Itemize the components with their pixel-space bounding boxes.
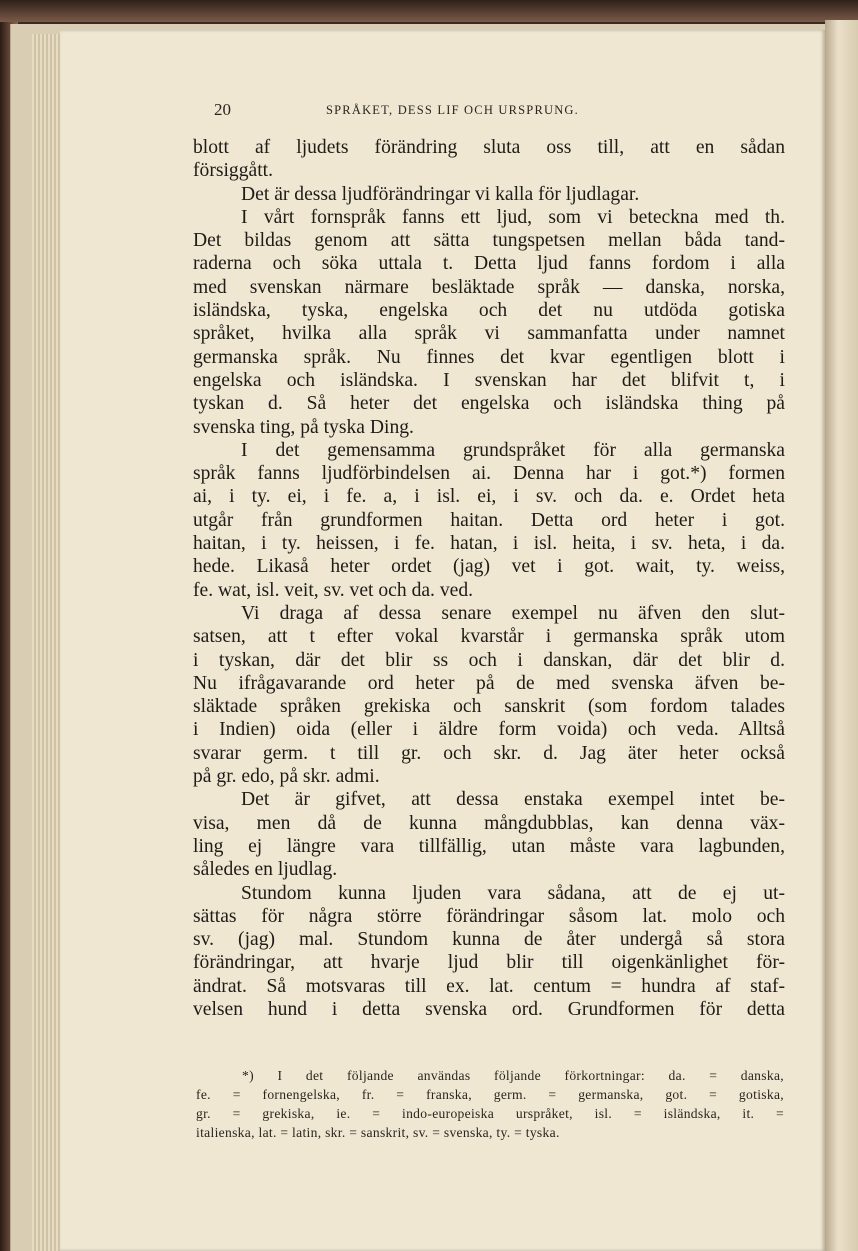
page-body-text	[193, 136, 785, 1021]
footnote	[196, 1066, 784, 1142]
text-line: svenska ting, på tyska Ding.	[193, 416, 414, 438]
text-line: Stundom kunna ljuden vara sådana, att de ej ut-	[241, 882, 785, 904]
text-line: tyskan d. Så heter det engelska och isländska thing på	[193, 393, 785, 415]
text-line: ling ej längre vara tillfällig, utan måste vara lagbunden,	[193, 835, 785, 857]
text-line: haitan, i ty. heissen, i fe. hatan, i isl. heita, i sv. heta, i da.	[193, 533, 785, 555]
footnote-line: *) I det följande användas följande förkortningar: da. = danska,	[242, 1068, 784, 1083]
text-line: i tyskan, där det blir ss och i danskan, där det blir d.	[193, 649, 785, 671]
text-line: utgår från grundformen haitan. Detta ord heter i got.	[193, 509, 785, 531]
text-line: I det gemensamma grundspråket för alla germanska	[241, 439, 785, 461]
text-line: hede. Likaså heter ordet (jag) vet i got. wait, ty. weiss,	[193, 556, 785, 578]
text-line: velsen hund i detta svenska ord. Grundformen för detta	[193, 998, 785, 1020]
text-line: på gr. edo, på skr. admi.	[193, 766, 380, 788]
text-line: släktade språken grekiska och sanskrit (som fordom talades	[193, 696, 785, 718]
text-line: fe. wat, isl. veit, sv. vet och da. ved.	[193, 579, 474, 601]
footnote-line: gr. = grekiska, ie. = indo-europeiska urspråket, isl. = isländska, it. =	[196, 1106, 784, 1121]
footnote-line: fe. = fornengelska, fr. = franska, germ. = germanska, got. = gotiska,	[196, 1087, 784, 1102]
text-line: Det är dessa ljudförändringar vi kalla för ljudlagar.	[241, 183, 640, 205]
text-line: ändrat. Så motsvaras till ex. lat. centum = hundra af staf-	[193, 975, 785, 997]
text-line: I vårt fornspråk fanns ett ljud, som vi beteckna med th.	[241, 206, 785, 228]
footnote-line: italienska, lat. = latin, skr. = sanskrit, sv. = svenska, ty. = tyska.	[196, 1125, 560, 1140]
text-line: ai, i ty. ei, i fe. a, i isl. ei, i sv. och da. e. Ordet heta	[193, 486, 785, 508]
page-number: 20	[214, 100, 231, 119]
text-line: Nu ifrågavarande ord heter på de med svenska äfven be-	[193, 672, 785, 694]
text-line: förändringar, att hvarje ljud blir till oigenkänlighet för-	[193, 952, 785, 974]
text-line: germanska språk. Nu finnes det kvar egentligen blott i	[193, 346, 785, 368]
text-line: sv. (jag) mal. Stundom kunna de åter undergå så stora	[193, 929, 785, 951]
book-top-edge	[0, 0, 858, 22]
text-line: raderna och söka uttala t. Detta ljud fanns fordom i alla	[193, 253, 785, 275]
text-line: satsen, att t efter vokal kvarstår i germanska språk utom	[193, 626, 785, 648]
running-title: SPRÅKET, DESS LIF OCH URSPRUNG.	[326, 103, 579, 117]
text-line: Vi draga af dessa senare exempel nu äfven den slut-	[241, 602, 785, 624]
text-line: svarar germ. t till gr. och skr. d. Jag äter heter också	[193, 742, 785, 764]
text-line: visa, men då de kunna mångdubblas, kan denna väx-	[193, 812, 785, 834]
text-line: blott af ljudets förändring sluta oss till, att en sådan	[193, 137, 785, 158]
text-line: språket, hvilka alla språk vi sammanfatta under namnet	[193, 323, 785, 345]
text-line: engelska och isländska. I svenskan har det blifvit t, i	[193, 369, 785, 391]
text-line: isländska, tyska, engelska och det nu utdöda gotiska	[193, 300, 785, 322]
text-line: Det bildas genom att sätta tungspetsen mellan båda tand-	[193, 230, 785, 252]
text-line: sättas för några större förändringar såsom lat. molo och	[193, 905, 785, 927]
text-line: Det är gifvet, att dessa enstaka exempel intet be-	[241, 789, 785, 811]
text-line: i Indien) oida (eller i äldre form voida) och veda. Alltså	[193, 719, 785, 741]
page-stack-edge	[32, 34, 62, 1251]
text-line: språk fanns ljudförbindelsen ai. Denna har i got.*) formen	[193, 463, 785, 485]
text-line: med svenskan närmare besläktade språk — danska, norska,	[193, 276, 785, 298]
page-header	[204, 100, 784, 122]
next-page-strip	[825, 20, 858, 1251]
text-line: således en ljudlag.	[193, 859, 338, 881]
text-line: försiggått.	[193, 160, 273, 182]
